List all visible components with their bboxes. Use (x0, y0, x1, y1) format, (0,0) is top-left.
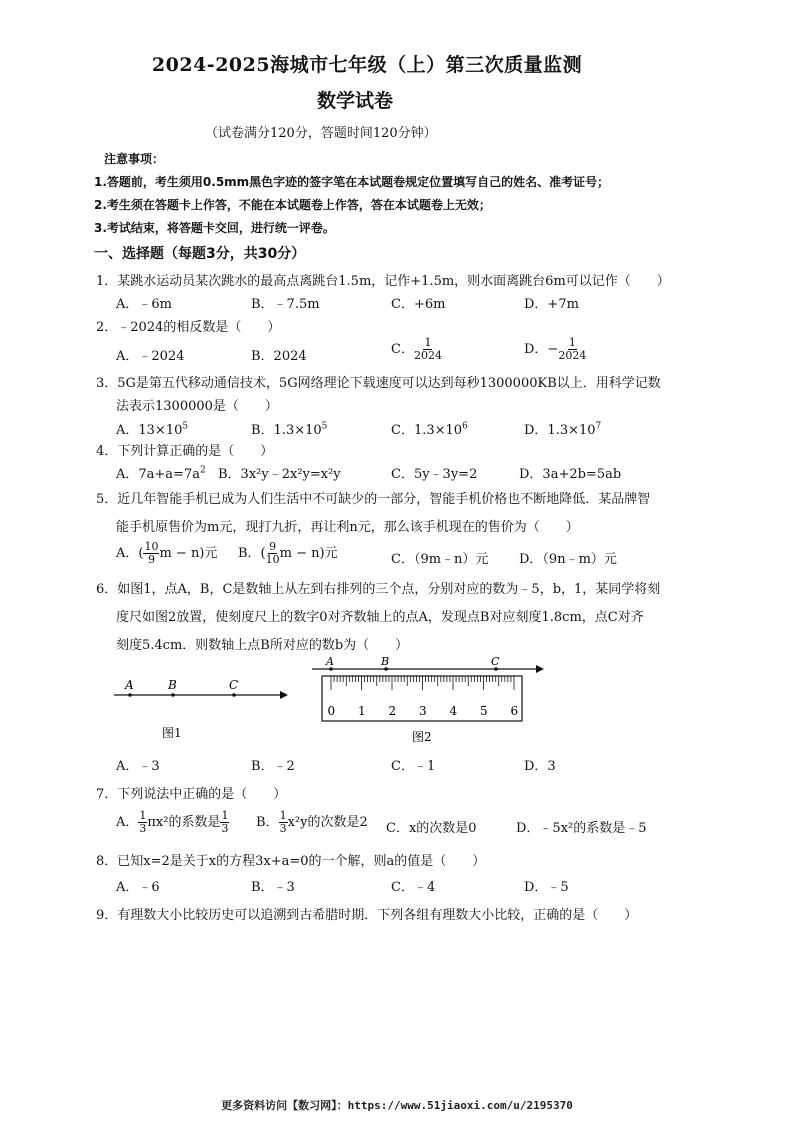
exam-subtitle: 数学试卷 (316, 90, 393, 112)
q6-option-a: A．﹣3 (116, 759, 160, 774)
figure-1-number-line (112, 675, 292, 745)
q8-stem: 8．已知x=2是关于x的方程3x+a=0的一个解，则a的值是（ ） (96, 854, 486, 869)
q6-option-d: D．3 (524, 759, 556, 774)
q6-option-b: B．﹣2 (251, 759, 295, 774)
q8-option-a: A．﹣6 (116, 880, 160, 895)
section-heading: 一、选择题（每题3分，共30分） (94, 246, 306, 262)
q8-option-b: B．﹣3 (251, 880, 295, 895)
q6-line-3: 刻度5.4cm．则数轴上点B所对应的数b为（ ） (116, 638, 409, 653)
ruler-number-label: 2 (388, 704, 397, 718)
q5-option-d: D．（9n﹣m）元 (519, 552, 617, 567)
ruler-labels (328, 704, 519, 718)
exam-info: （试卷满分120分，答题时间120分钟） (205, 126, 437, 141)
ruler-point-b-label: B (381, 655, 390, 668)
q4-option-b: B．3x²y﹣2x²y=x²y (218, 467, 341, 482)
q1-option-b: B．﹣7.5m (251, 297, 320, 312)
q6-option-c: C．﹣1 (391, 759, 436, 774)
footer-link[interactable]: 更多资料访问【数习网】：https://www.51jiaoxi.com/u/2195370 (221, 1099, 573, 1112)
q2-option-a: A．﹣2024 (116, 349, 185, 364)
q5-line-1: 5．近几年智能手机已成为人们生活中不可缺少的一部分，智能手机价格也不断地降低．某品牌智 (96, 492, 651, 507)
q2-option-c-fraction: $\frac{1}{2024}$ (413, 336, 442, 362)
ruler-number-label: 6 (510, 704, 519, 718)
q2-option-c-label: C． (391, 342, 414, 357)
point-a-label: A (125, 678, 134, 692)
q2-stem: 2．﹣2024的相反数是（ ） (96, 320, 281, 335)
ruler-number-label: 5 (480, 704, 488, 718)
point-c-label: C (229, 678, 239, 692)
q5-option-b: B．( $\frac{9}{10}$ m − n)元 (238, 540, 338, 566)
number-line-arrow (280, 691, 288, 699)
q3-option-b: B．$1.3\times 10^5$ (251, 421, 328, 438)
q8-option-c: C．﹣4 (391, 880, 436, 895)
notes-heading: 注意事项： (104, 152, 165, 166)
ruler-number-label: 4 (449, 704, 458, 718)
q2-option-d-fraction: $\frac{1}{2024}$ (558, 336, 587, 362)
q8-option-d: D．﹣5 (524, 880, 569, 895)
q4-option-c: C．5y﹣3y=2 (391, 467, 478, 482)
q2-option-c (391, 337, 442, 362)
q3-option-a: A．$13\times 10^5$ (116, 421, 189, 438)
q6-line-1: 6．如图1，点A，B，C是数轴上从左到右排列的三个点，分别对应的数为﹣5，b，1，某同学将刻 (96, 582, 661, 597)
exam-title: 2024-2025海城市七年级（上）第三次质量监测 (151, 54, 583, 76)
ruler-ticks (331, 676, 514, 690)
q7-stem: 7．下列说法中正确的是（ ） (96, 787, 287, 802)
q3-line-2: 法表示1300000是（ ） (116, 399, 278, 414)
q1-option-d: D．+7m (524, 297, 579, 312)
q3-option-d: D．$1.3\times 10^7$ (524, 421, 602, 438)
q2-option-b: B．2024 (251, 349, 307, 364)
q4-option-d: D．3a+2b=5ab (519, 467, 622, 482)
q6-line-2: 度尺如图2放置，使刻度尺上的数字0对齐数轴上的点A，发现点B对应刻度1.8cm，点C对齐 (116, 610, 644, 625)
q4-stem: 4．下列计算正确的是（ ） (96, 444, 274, 459)
ruler-number-label: 3 (419, 704, 427, 718)
figure-1-caption: 图1 (162, 726, 182, 740)
q4-option-a: A．$7a+a=7a^2$ (116, 465, 206, 482)
q1-option-a: A．﹣6m (116, 297, 172, 312)
figure-2-ruler (308, 655, 548, 747)
q7-option-b: B． $\frac{1}{3}$ x²y的次数是2 (256, 809, 368, 835)
q2-option-d-label: D．− (524, 342, 559, 357)
q5-option-a: A．( $\frac{10}{9}$ m − n)元 (116, 540, 218, 566)
note-item-2: 2.考生须在答题卡上作答，不能在本试题卷上作答，答在本试题卷上无效； (94, 198, 491, 212)
ruler-point-a-label: A (326, 655, 334, 668)
point-b-dot (171, 693, 175, 697)
ruler-number-label: 1 (358, 704, 366, 718)
q3-option-c: C．$1.3\times 10^6$ (391, 421, 468, 438)
ruler-number-label: 0 (327, 704, 336, 718)
q7-option-d: D．﹣5x²的系数是﹣5 (516, 821, 647, 836)
figure-2-caption: 图2 (412, 730, 432, 744)
q1-option-c: C．+6m (391, 297, 446, 312)
q5-option-c: C．（9m﹣n）元 (391, 552, 489, 567)
q2-option-d (524, 337, 586, 362)
q7-option-a: A． $\frac{1}{3}$ πx²的系数是 $\frac{1}{3}$ (116, 809, 229, 835)
note-item-1: 1.答题前，考生须用0.5mm黑色字迹的签字笔在本试题卷规定位置填写自己的姓名、准考证号； (94, 175, 610, 189)
q1-stem: 1．某跳水运动员某次跳水的最高点离跳台1.5m，记作+1.5m，则水面离跳台6m可以记作（ ） (96, 274, 670, 289)
q9-stem: 9．有理数大小比较历史可以追溯到古希腊时期．下列各组有理数大小比较，正确的是（ ） (96, 908, 638, 923)
point-b-label: B (168, 678, 177, 692)
point-c-dot (232, 693, 236, 697)
ruler-point-c-label: C (491, 655, 500, 668)
q7-option-c: C．x的次数是0 (386, 821, 477, 836)
q5-line-2: 能手机原售价为m元，现打九折，再让利n元，那么该手机现在的售价为（ ） (116, 520, 579, 535)
note-item-3: 3.考试结束，将答题卡交回，进行统一评卷。 (94, 221, 335, 235)
point-a-dot (128, 693, 132, 697)
q3-line-1: 3．5G是第五代移动通信技术，5G网络理论下载速度可以达到每秒1300000KB以上．用科学记数 (96, 376, 661, 391)
ruler-number-line-arrow (536, 665, 544, 673)
